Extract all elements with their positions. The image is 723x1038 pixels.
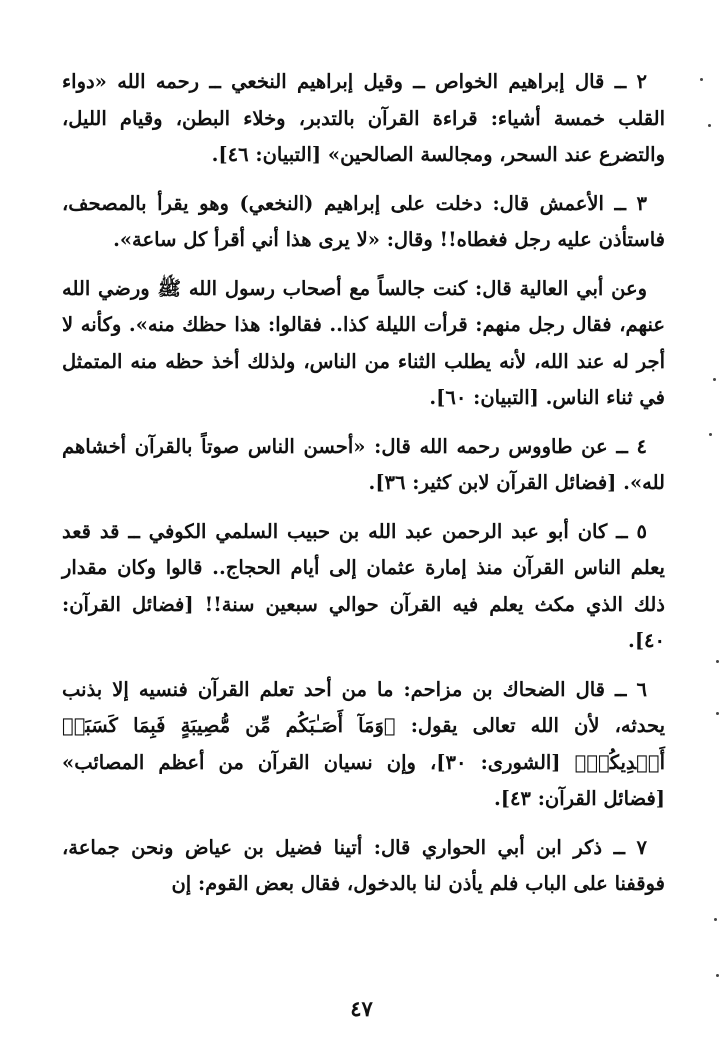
paragraph-5: ٥ ــ كان أبو عبد الرحمن عبد الله بن حبيب السلمي الكوفي ــ قد قعد يعلم الناس القرآن منذ إمارة عثمان إلى أيام الحجاج.. قالوا وكان مقدار ذلك الذي مكث يعلم فيه القرآن حوالي سبعين سنة!! [فضائل القرآن: ٤٠]. — [62, 519, 665, 652]
margin-dot — [716, 712, 719, 715]
paragraph-3: ٣ ــ الأعمش قال: دخلت على إبراهيم (النخعي) وهو يقرأ بالمصحف، فاستأذن عليه رجل فغطاه!! وقال: «لا يرى هذا أني أقرأ كل ساعة». — [62, 191, 665, 251]
paragraph-6: ٦ ــ قال الضحاك بن مزاحم: ما من أحد تعلم القرآن فنسيه إلا بذنب يحدثه، لأن الله تعالى يقول: ﴿وَمَآ أَصَـٰبَكُم مِّن مُّصِيبَةٍ فَبِمَا كَسَبَتۡ أَيۡدِيكُمۡ﴾ [الشورى: ٣٠]، وإن نسيان القرآن من أعظم المصائب» [فضائل القرآن: ٤٣]. — [62, 677, 665, 810]
page-text — [62, 64, 665, 915]
page-number: ٤٧ — [350, 996, 373, 1021]
margin-dot — [700, 78, 703, 81]
paragraph-4: ٤ ــ عن طاووس رحمه الله قال: «أحسن الناس صوتاً بالقرآن أخشاهم لله». [فضائل القرآن لابن كثير: ٣٦]. — [62, 434, 665, 494]
margin-dot — [716, 660, 719, 663]
margin-dot — [714, 918, 717, 921]
paragraph-7: ٧ ــ ذكر ابن أبي الحواري قال: أتينا فضيل بن عياض ونحن جماعة، فوقفنا على الباب فلم يأذن لنا بالدخول، فقال بعض القوم: إن — [62, 835, 665, 895]
paragraph-2: ٢ ــ قال إبراهيم الخواص ــ وقيل إبراهيم النخعي ــ رحمه الله «دواء القلب خمسة أشياء: قراءة القرآن بالتدبر، وخلاء البطن، وقيام الليل، والتضرع عند السحر، ومجالسة الصالحين» [التبيان: ٤٦]. — [62, 70, 665, 166]
paragraph-abu-aliya: وعن أبي العالية قال: كنت جالساً مع أصحاب رسول الله ﷺ ورضي الله عنهم، فقال رجل منهم: قرأت الليلة كذا.. فقالوا: هذا حظك منه». وكأنه لا أجر له عند الله، لأنه يطلب الثناء من الناس، ولذلك أخذ حظه منه المتمثل في ثناء الناس. [التبيان: ٦٠]. — [62, 276, 665, 409]
margin-dot — [708, 124, 711, 127]
margin-dot — [713, 378, 716, 381]
margin-dot — [716, 974, 719, 977]
margin-dot — [709, 433, 712, 436]
